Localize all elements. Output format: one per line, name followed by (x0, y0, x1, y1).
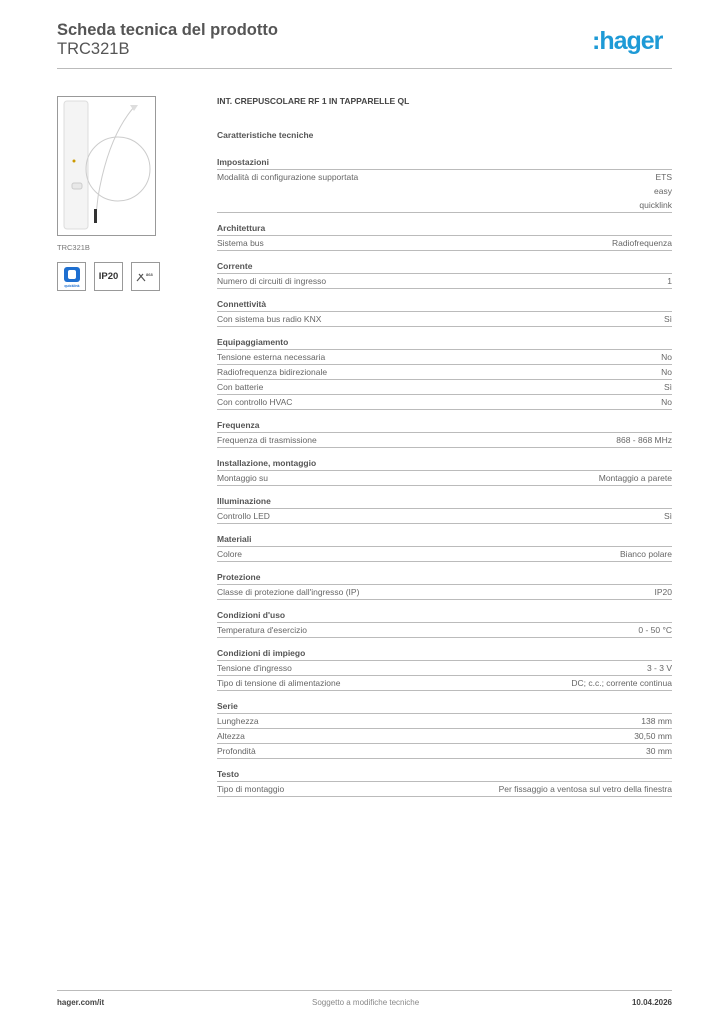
spec-label: Profondità (217, 746, 256, 756)
spec-label: Tipo di montaggio (217, 784, 285, 794)
spec-value: Sì (663, 382, 672, 392)
specs-title: Caratteristiche tecniche (217, 130, 314, 140)
quicklink-badge-icon (57, 262, 86, 291)
spec-section (217, 336, 672, 410)
section-heading: Protezione (217, 571, 672, 585)
spec-value: 0 - 50 °C (638, 625, 672, 635)
spec-section (217, 298, 672, 327)
spec-value: ETS easy quicklink (639, 172, 672, 210)
spec-section (217, 768, 672, 797)
certification-badges (57, 262, 160, 291)
spec-content (217, 96, 672, 806)
footer-note: Soggetto a modifiche tecniche (312, 998, 420, 1007)
spec-label: Altezza (217, 731, 245, 741)
section-heading: Serie (217, 700, 672, 714)
radio-868-badge-icon (131, 262, 160, 291)
spec-label: Con controllo HVAC (217, 397, 293, 407)
spec-row (217, 380, 672, 395)
spec-row (217, 661, 672, 676)
spec-label: Tensione esterna necessaria (217, 352, 326, 362)
spec-section (217, 495, 672, 524)
spec-label: Radiofrequenza bidirezionale (217, 367, 328, 377)
footer-date: 10.04.2026 (631, 998, 672, 1007)
spec-section (217, 533, 672, 562)
section-heading: Illuminazione (217, 495, 672, 509)
spec-section (217, 609, 672, 638)
spec-label: Controllo LED (217, 511, 270, 521)
spec-row (217, 350, 672, 365)
spec-row (217, 170, 672, 213)
spec-label: Con batterie (217, 382, 264, 392)
spec-value: 1 (667, 276, 672, 286)
spec-row (217, 274, 672, 289)
footer-divider (57, 990, 672, 991)
section-heading: Connettività (217, 298, 672, 312)
spec-section (217, 156, 672, 213)
spec-row (217, 433, 672, 448)
section-heading: Frequenza (217, 419, 672, 433)
spec-row (217, 312, 672, 327)
spec-sections (217, 156, 672, 797)
spec-value: 30 mm (646, 746, 672, 756)
page-title: Scheda tecnica del prodotto (57, 21, 278, 39)
section-heading: Architettura (217, 222, 672, 236)
footer-website-link[interactable]: hager.com/it (57, 998, 105, 1007)
spec-label: Lunghezza (217, 716, 259, 726)
section-heading: Installazione, montaggio (217, 457, 672, 471)
section-heading: Corrente (217, 260, 672, 274)
radio-868-label: 868 (145, 271, 153, 277)
spec-row (217, 547, 672, 562)
spec-value: No (661, 352, 672, 362)
spec-row (217, 729, 672, 744)
spec-value: DC; c.c.; corrente continua (571, 678, 672, 688)
spec-row (217, 395, 672, 410)
spec-value: Per fissaggio a ventosa sul vetro della finestra (498, 784, 672, 794)
spec-section (217, 260, 672, 289)
spec-row (217, 471, 672, 486)
spec-section (217, 419, 672, 448)
spec-value: Radiofrequenza (611, 238, 672, 248)
header-divider (57, 68, 672, 69)
product-code: TRC321B (57, 40, 130, 58)
spec-value: No (661, 367, 672, 377)
spec-label: Temperatura d'esercizio (217, 625, 307, 635)
spec-section (217, 222, 672, 251)
spec-value: 868 - 868 MHz (616, 435, 672, 445)
spec-label: Tipo di tensione di alimentazione (217, 678, 341, 688)
spec-row (217, 676, 672, 691)
hager-logo: :hager (592, 27, 663, 55)
spec-section (217, 457, 672, 486)
spec-section (217, 647, 672, 691)
spec-label: Modalità di configurazione supportata (217, 172, 359, 182)
spec-row (217, 509, 672, 524)
spec-section (217, 571, 672, 600)
spec-value: Sì (663, 511, 672, 521)
product-name: INT. CREPUSCOLARE RF 1 IN TAPPARELLE QL (217, 96, 410, 106)
section-heading: Condizioni di impiego (217, 647, 672, 661)
spec-row (217, 714, 672, 729)
spec-row (217, 782, 672, 797)
spec-label: Colore (217, 549, 243, 559)
spec-label: Con sistema bus radio KNX (217, 314, 322, 324)
section-heading: Testo (217, 768, 672, 782)
spec-label: Montaggio su (217, 473, 269, 483)
section-heading: Impostazioni (217, 156, 672, 170)
spec-value: Sì (663, 314, 672, 324)
spec-label: Sistema bus (217, 238, 264, 248)
spec-value: IP20 (654, 587, 672, 597)
spec-value: 138 mm (641, 716, 672, 726)
product-image (57, 96, 156, 236)
spec-row (217, 365, 672, 380)
spec-value: Bianco polare (620, 549, 672, 559)
spec-row (217, 623, 672, 638)
spec-value: No (661, 397, 672, 407)
spec-row (217, 585, 672, 600)
section-heading: Materiali (217, 533, 672, 547)
section-heading: Condizioni d'uso (217, 609, 672, 623)
spec-row (217, 236, 672, 251)
spec-section (217, 700, 672, 759)
ip20-badge: IP20 (94, 262, 123, 291)
spec-label: Tensione d'ingresso (217, 663, 292, 673)
spec-label: Numero di circuiti di ingresso (217, 276, 327, 286)
quicklink-label: quicklink (63, 283, 80, 288)
spec-value: 30,50 mm (634, 731, 672, 741)
spec-value: 3 - 3 V (646, 663, 672, 673)
spec-value: Montaggio a parete (598, 473, 672, 483)
spec-label: Classe di protezione dall'ingresso (IP) (217, 587, 360, 597)
section-heading: Equipaggiamento (217, 336, 672, 350)
image-caption: TRC321B (57, 243, 90, 252)
spec-row (217, 744, 672, 759)
spec-label: Frequenza di trasmissione (217, 435, 317, 445)
